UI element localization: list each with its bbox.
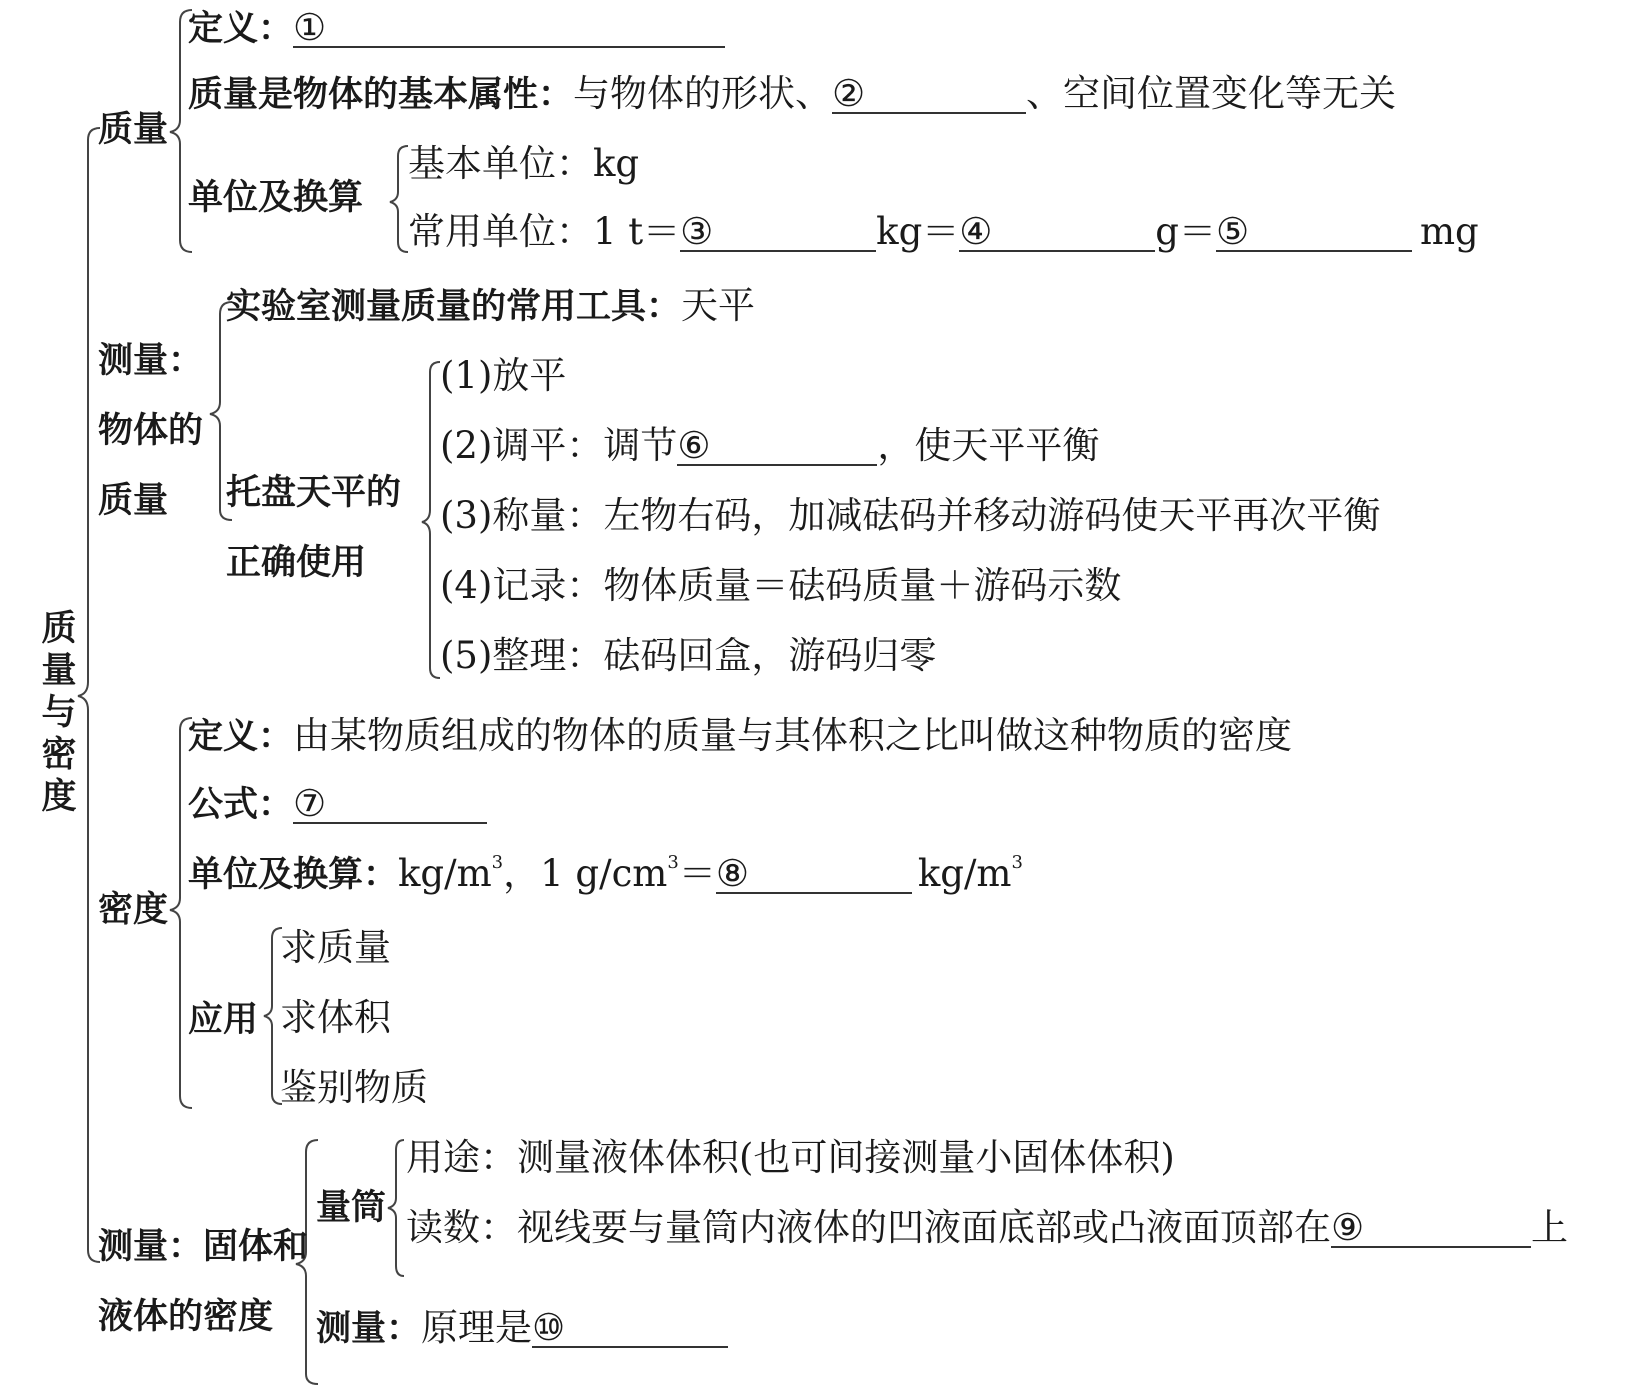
unit-kg-eq: kg＝ [876, 210, 960, 253]
cylinder-brace [388, 1140, 404, 1276]
density-unit-text1: kg/m [398, 852, 492, 895]
mass-prop-text1: 与物体的形状、 [573, 72, 833, 115]
lab-tool-label: 实验室测量质量的常用工具： [226, 287, 682, 327]
measure-density-label-line: 液体的密度 [98, 1297, 274, 1337]
superscript-3: 3 [491, 852, 504, 873]
cylinder-label: 量筒 [316, 1188, 387, 1228]
blank-1[interactable] [293, 6, 725, 48]
root-title-char: 与 [41, 693, 77, 733]
step-5: (5)整理：砝码回盒，游码归零 [440, 634, 937, 677]
blank-3-number: ③ [680, 210, 714, 253]
measure-principle-label: 测量： [316, 1309, 422, 1349]
density-definition-row [188, 714, 1292, 759]
density-unit-label: 单位及换算： [188, 855, 399, 895]
density-app-item: 求质量 [280, 926, 391, 969]
density-unit-text2: ，1 g/cm [503, 852, 668, 895]
step-2-suffix: ，使天平平衡 [877, 424, 1100, 467]
step-2-prefix: (2)调平：调节 [440, 424, 678, 467]
mass-unit-common-row [408, 210, 1479, 254]
root-title-char: 质 [41, 609, 77, 649]
unit-g-eq: g＝ [1155, 210, 1216, 253]
blank-4-number: ④ [959, 210, 993, 253]
balance-brace [422, 362, 440, 678]
balance-usage-label [226, 458, 401, 598]
root-title-char: 密 [41, 735, 77, 775]
blank-9[interactable] [1331, 1206, 1531, 1248]
density-formula-row [188, 782, 487, 827]
balance-label-line: 托盘天平的 [226, 473, 402, 513]
cylinder-read-row [406, 1206, 1568, 1250]
blank-8[interactable] [716, 852, 912, 894]
density-formula-label: 公式： [188, 785, 294, 825]
density-def-text: 由某物质组成的物体的质量与其体积之比叫做这种物质的密度 [293, 714, 1293, 757]
cylinder-read-text: 读数：视线要与量筒内液体的凹液面底部或凸液面顶部在 [406, 1206, 1331, 1249]
root-title [34, 608, 84, 818]
step-3: (3)称量：左物右码，加减砝码并移动游码使天平再次平衡 [440, 494, 1381, 537]
cylinder-read-post: 上 [1531, 1206, 1568, 1249]
cylinder-use-row: 用途：测量液体体积(也可间接测量小固体体积) [406, 1136, 1175, 1179]
blank-1-number: ① [293, 6, 327, 49]
blank-2-number: ② [832, 72, 866, 115]
superscript-3: 3 [667, 852, 679, 873]
superscript-3: 3 [1011, 852, 1023, 873]
mass-prop-label: 质量是物体的基本属性： [188, 75, 574, 115]
density-app-item: 求体积 [280, 996, 391, 1039]
mass-definition-row [188, 6, 725, 51]
mass-property-row [188, 72, 1396, 117]
density-label: 密度 [98, 890, 169, 930]
unit-common-prefix: 常用单位：1 t＝ [408, 210, 681, 253]
blank-6-number: ⑥ [677, 424, 711, 467]
density-unit-text3: ＝ [678, 852, 716, 895]
density-brace [170, 718, 192, 1108]
balance-label-line: 正确使用 [226, 543, 367, 583]
density-unit-text4: kg/m [917, 852, 1012, 895]
blank-7[interactable] [293, 782, 487, 824]
unit-mg: mg [1419, 210, 1479, 253]
mass-def-label: 定义： [188, 9, 294, 49]
lab-tool-value: 天平 [681, 284, 756, 327]
measure-principle-text: 原理是 [421, 1306, 533, 1349]
density-def-label: 定义： [188, 717, 294, 757]
measure-density-label [98, 1212, 308, 1352]
blank-5[interactable] [1216, 210, 1412, 252]
unit-brace [390, 146, 408, 252]
measure-mass-label-line: 质量 [98, 481, 169, 521]
measure-principle-row [316, 1306, 728, 1351]
density-app-label: 应用 [188, 1000, 259, 1040]
mass-unit-label: 单位及换算 [188, 178, 364, 218]
measure-mass-label [98, 326, 203, 536]
mass-unit-base: 基本单位：kg [408, 142, 640, 185]
blank-2[interactable] [832, 72, 1026, 114]
blank-3[interactable] [680, 210, 876, 252]
blank-4[interactable] [959, 210, 1155, 252]
measure-density-label-line: 测量：固体和 [98, 1227, 309, 1267]
root-title-char: 度 [41, 777, 77, 817]
step-2 [440, 424, 1099, 468]
blank-6[interactable] [677, 424, 877, 466]
density-unit-row [188, 852, 1023, 897]
blank-5-number: ⑤ [1215, 210, 1250, 253]
blank-9-number: ⑨ [1331, 1206, 1365, 1249]
mass-label: 质量 [98, 110, 169, 150]
blank-10-number: ⑩ [532, 1306, 566, 1349]
blank-7-number: ⑦ [293, 782, 327, 825]
root-title-char: 量 [41, 651, 77, 691]
blank-8-number: ⑧ [715, 852, 750, 895]
lab-tool-row [226, 284, 755, 329]
density-app-item: 鉴别物质 [280, 1066, 428, 1109]
measure-mass-label-line: 物体的 [98, 411, 204, 451]
step-4: (4)记录：物体质量＝砝码质量＋游码示数 [440, 564, 1122, 607]
step-1: (1)放平 [440, 354, 567, 397]
blank-10[interactable] [532, 1306, 728, 1348]
measure-mass-label-line: 测量： [98, 341, 204, 381]
mass-prop-text2: 、空间位置变化等无关 [1026, 72, 1397, 115]
